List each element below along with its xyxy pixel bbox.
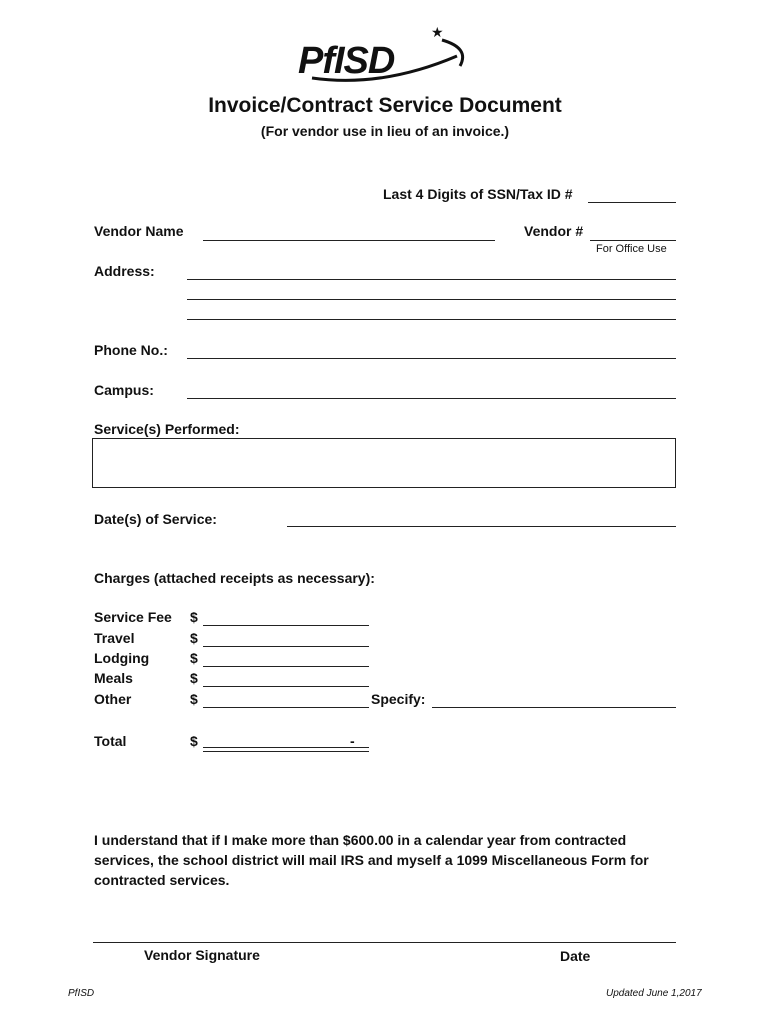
charge-label-lodging: Lodging: [94, 650, 150, 666]
district-logo: [292, 26, 472, 86]
campus-label: Campus:: [94, 382, 154, 398]
charge-label-travel: Travel: [94, 630, 135, 646]
logo-text: PfISD: [298, 40, 395, 82]
ssn-field[interactable]: [588, 202, 676, 203]
phone-field[interactable]: [187, 358, 676, 359]
currency-symbol: $: [190, 733, 198, 749]
lodging-field[interactable]: [203, 666, 369, 667]
vendor-name-label: Vendor Name: [94, 223, 184, 239]
campus-field[interactable]: [187, 398, 676, 399]
services-box[interactable]: [92, 438, 676, 488]
other-field[interactable]: [203, 707, 369, 708]
total-value: -: [350, 733, 355, 749]
travel-field[interactable]: [203, 646, 369, 647]
footer-district: PfISD: [68, 988, 95, 999]
ssn-label: Last 4 Digits of SSN/Tax ID #: [383, 186, 573, 202]
currency-symbol: $: [190, 630, 198, 646]
office-use-note: For Office Use: [596, 243, 667, 255]
address-label: Address:: [94, 263, 155, 279]
charge-label-meals: Meals: [94, 670, 133, 686]
currency-symbol: $: [190, 670, 198, 686]
address-line-3[interactable]: [187, 319, 676, 320]
dates-label: Date(s) of Service:: [94, 511, 217, 527]
meals-field[interactable]: [203, 686, 369, 687]
dates-field[interactable]: [287, 526, 676, 527]
specify-label: Specify:: [371, 691, 426, 707]
currency-symbol: $: [190, 650, 198, 666]
total-underline-top: [203, 747, 369, 748]
vendor-name-field[interactable]: [203, 240, 495, 241]
vendor-signature-label: Vendor Signature: [144, 947, 260, 963]
page-title: Invoice/Contract Service Document: [208, 94, 562, 117]
total-underline-bottom: [203, 751, 369, 752]
address-line-2[interactable]: [187, 299, 676, 300]
services-label: Service(s) Performed:: [94, 421, 240, 437]
charge-label-other: Other: [94, 691, 132, 707]
signature-line[interactable]: [93, 942, 676, 943]
charges-heading: Charges (attached receipts as necessary):: [94, 570, 375, 586]
vendor-number-field[interactable]: [590, 240, 676, 241]
phone-label: Phone No.:: [94, 342, 168, 358]
currency-symbol: $: [190, 691, 198, 707]
currency-symbol: $: [190, 609, 198, 625]
page-subtitle: (For vendor use in lieu of an invoice.): [260, 123, 510, 139]
star-icon: ★: [431, 24, 444, 40]
address-line-1[interactable]: [187, 279, 676, 280]
service-fee-field[interactable]: [203, 625, 369, 626]
charge-label-service-fee: Service Fee: [94, 609, 172, 625]
irs-statement: I understand that if I make more than $600.00 in a calendar year from contracted services, the school district will mail IRS and myself a 1099 Miscellaneous Form for contracted services.: [94, 832, 649, 888]
vendor-number-label: Vendor #: [524, 223, 584, 239]
specify-field[interactable]: [432, 707, 676, 708]
date-label: Date: [560, 948, 591, 964]
total-label: Total: [94, 733, 127, 749]
footer-updated: Updated June 1,2017: [606, 988, 702, 999]
